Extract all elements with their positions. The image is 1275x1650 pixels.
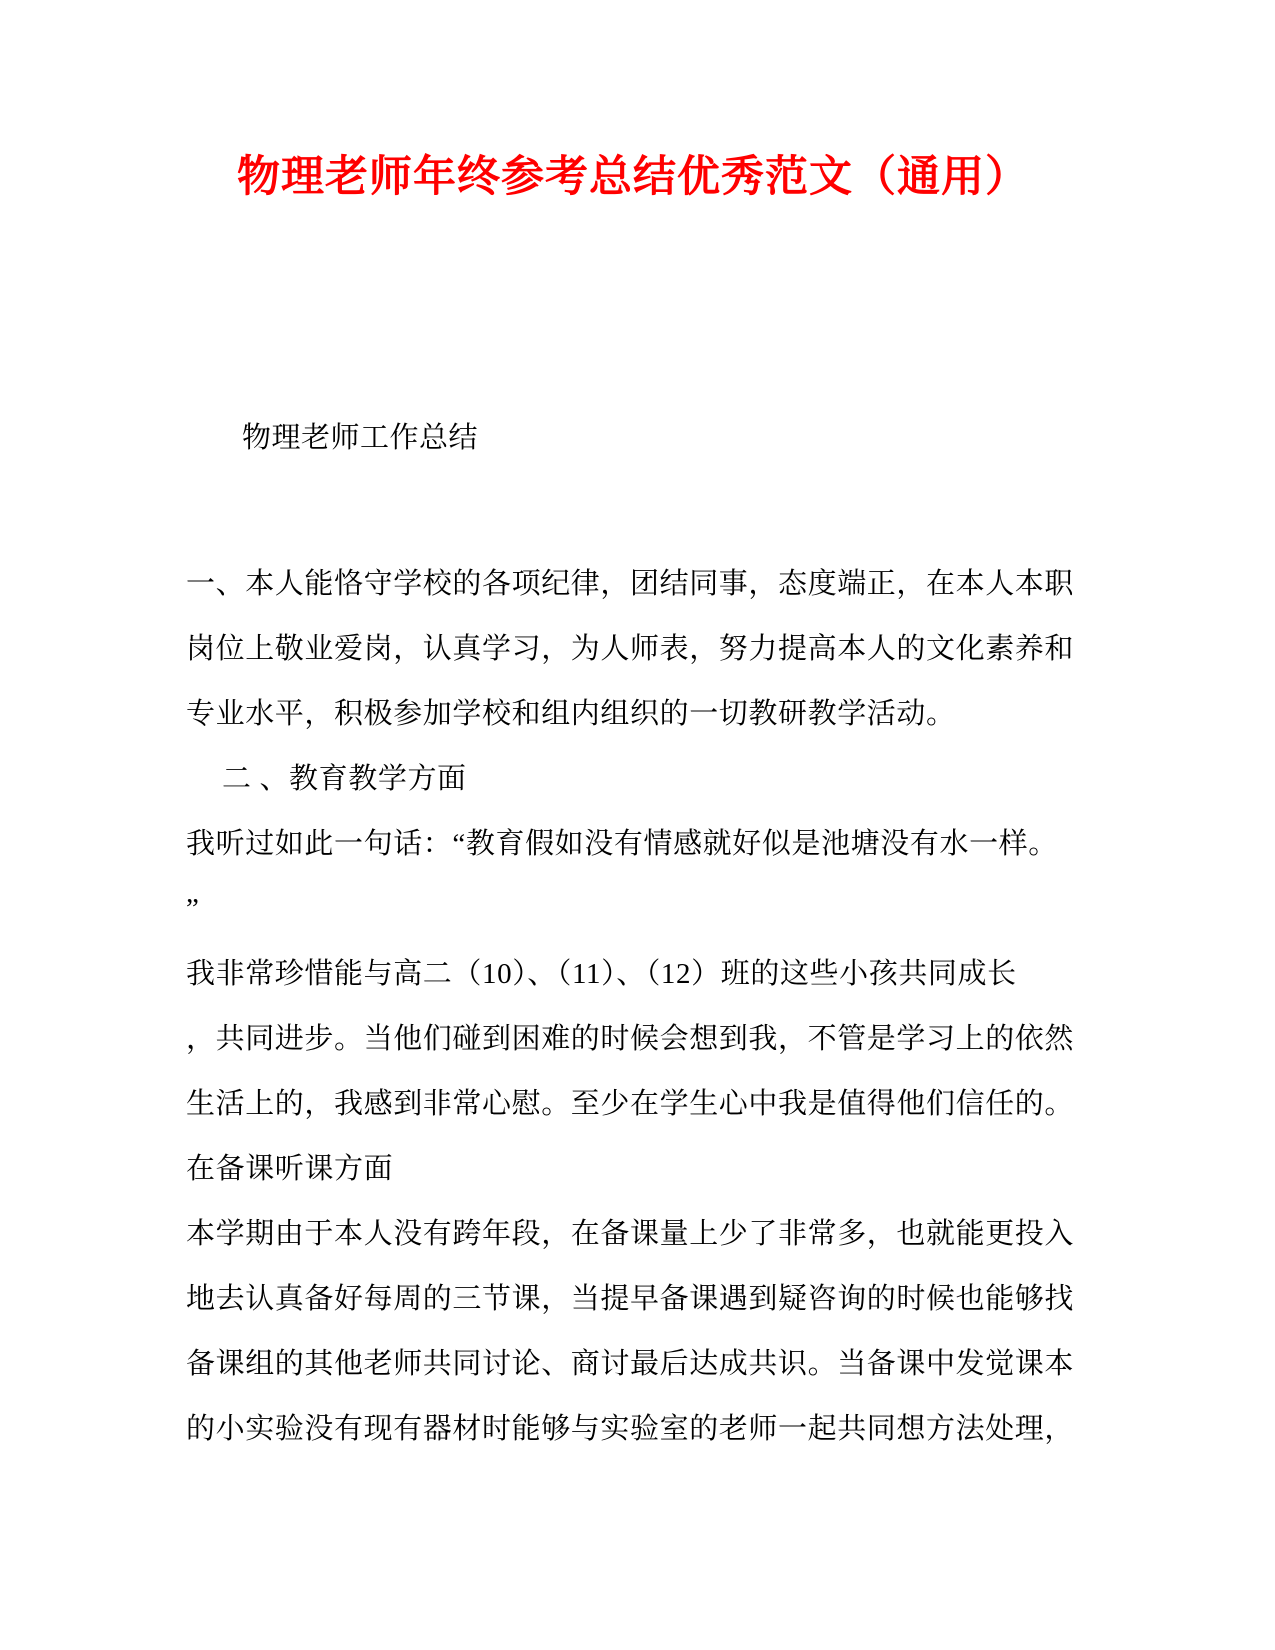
paragraph-line: 岗位上敬业爱岗，认真学习，为人师表，努力提高本人的文化素养和: [186, 633, 1075, 665]
paragraph-line: 我听过如此一句话：“教育假如没有情感就好似是池塘没有水一样。: [186, 828, 1058, 860]
paragraph-line: 一、本人能恪守学校的各项纪律，团结同事，态度端正，在本人本职: [186, 568, 1075, 600]
document-subtitle: 物理老师工作总结: [242, 422, 479, 454]
section-heading-line: 二 、教育教学方面: [222, 763, 467, 795]
paragraph-line: 专业水平，积极参加学校和组内组织的一切教研教学活动。: [186, 698, 956, 730]
document-body: [186, 552, 1086, 1462]
paragraph-line: ，共同进步。当他们碰到困难的时候会想到我，不管是学习上的依然: [186, 1023, 1075, 1055]
paragraph-line: 的小实验没有现有器材时能够与实验室的老师一起共同想方法处理，: [186, 1413, 1075, 1445]
paragraph-line: 地去认真备好每周的三节课，当提早备课遇到疑咨询的时候也能够找: [186, 1283, 1075, 1315]
document-title: 物理老师年终参考总结优秀范文（通用）: [237, 154, 1029, 201]
paragraph-line: 生活上的，我感到非常心慰。至少在学生心中我是值得他们信任的。: [186, 1088, 1075, 1120]
paragraph-line: 备课组的其他老师共同讨论、商讨最后达成共识。当备课中发觉课本: [186, 1348, 1075, 1380]
paragraph-line: 我非常珍惜能与高二（10）、（11）、（12）班的这些小孩共同成长: [186, 958, 1017, 990]
paragraph-line: 本学期由于本人没有跨年段，在备课量上少了非常多，也就能更投入: [186, 1218, 1075, 1250]
paragraph-line: ”: [186, 893, 200, 925]
section-heading-line: 在备课听课方面: [186, 1153, 394, 1185]
